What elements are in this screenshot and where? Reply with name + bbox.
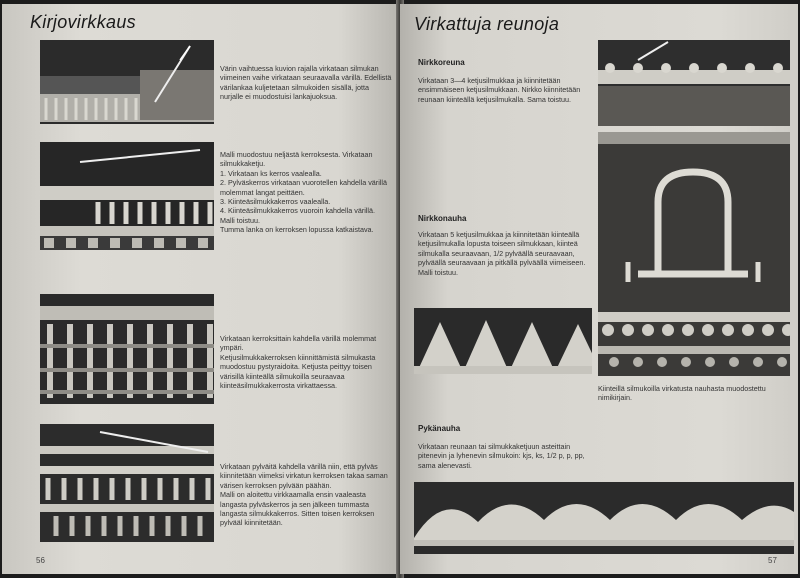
text-block-3: Virkataan kerroksittain kahdella värillä molemmat ympäri. Ketjusilmukkakerroksen kiinnittämistä silmukasta muodostuu pystyraidoita. Ketjusta peittyy toisen värisillä kiinteällä silmukoilla seuraavaa kiinteäsilmukkakerrosta virkattaessa. [220,334,377,391]
step-3: 3. Kiinteäsilmukkakerros vaalealla. [220,197,331,207]
picot-edge-photo [598,40,790,126]
text-nirkkoreuna: Virkataan 3—4 ketjusilmukkaa ja kiinnitetään ensimmäiseen ketjusilmukkaan. Nirkko kiinnitetään reunaan kiinteällä ketjusilmukalla. Sama toistuu. [418,76,581,104]
text-block-2 [220,150,392,235]
right-page-title: Virkattuja reunoja [414,14,560,34]
left-page-title: Kirjovirkkaus [30,12,136,32]
text-block-1: Värin vaihtuessa kuvion rajalla virkataan silmukan viimeinen vaihe virkataan seuraavalla värillä. Edellistä värilankaa kuljetetaan silmukoiden sisällä, jotta nurjalle ei muodostuisi lankajuoksua. [220,64,392,102]
step-2: 2. Pylväskerros virkataan vuorotellen kahdella värillä molemmat langat peittäen. [220,178,387,197]
text-nirkkonauha: Virkataan 5 ketjusilmukkaa ja kiinnitetään kiinteällä ketjusilmukalla lopusta toiseen silmukkaan, kiinteä silmukalla seuraavaan, 1/2 pylväällä seuraavaan, pylväällä seuraavaan ja pitkällä pylväällä viimeiseen. Malli toistuu. [418,230,586,277]
triangle-edge-photo [414,308,592,374]
monogram-caption: Kiinteillä silmukoilla virkatusta nauhasta muodostettu nimikirjain. [598,384,766,403]
text-block-2-intro: Malli muodostuu neljästä kerroksesta. Virkataan silmukkaketju. [220,150,373,169]
crochet-photo-4 [40,424,214,542]
scallop-edge-photo [414,482,794,554]
crochet-photo-3 [40,294,214,404]
crochet-photo-2 [40,142,214,250]
step-1: 1. Virkataan ks kerros vaalealla. [220,168,322,178]
text-pykanauha: Virkataan reunaan tai silmukkaketjuun asteittain pitenevin ja lyhenevin silmukoin: kjs, ks, 1/2 p, p, pp, sama alenevasti. [418,442,585,470]
step-4: 4. Kiinteäsilmukkakerros vuoroin kahdella värillä. [220,206,376,216]
heading-nirkkonauha: Nirkkonauha [418,214,467,223]
heading-pykanauha: Pykänauha [418,424,461,433]
crochet-photo-1 [40,40,214,124]
right-page-number: 57 [768,556,777,565]
left-page-number: 56 [36,556,45,565]
text-block-4: Virkataan pylväitä kahdella värillä niin, että pylväs kiinnitetään viimeksi virkatun kerroksen takaa saman värisen kerroksen pylvään päähän. Malli on aloitettu virkkaamalla ensin vaaleasta langasta pylväskerros ja sen jälkeen tummasta langasta silmukkakerros. Sitten toisen kerroksen pylvääl kiinnitetään. [220,462,388,528]
monogram-letter-photo [598,132,790,376]
heading-nirkkoreuna: Nirkkoreuna [418,58,465,67]
text-block-2-outro: Malli toistuu. Tumma lanka on kerroksen lopussa katkaistava. [220,215,374,235]
right-page [400,4,798,574]
left-page [2,4,398,574]
